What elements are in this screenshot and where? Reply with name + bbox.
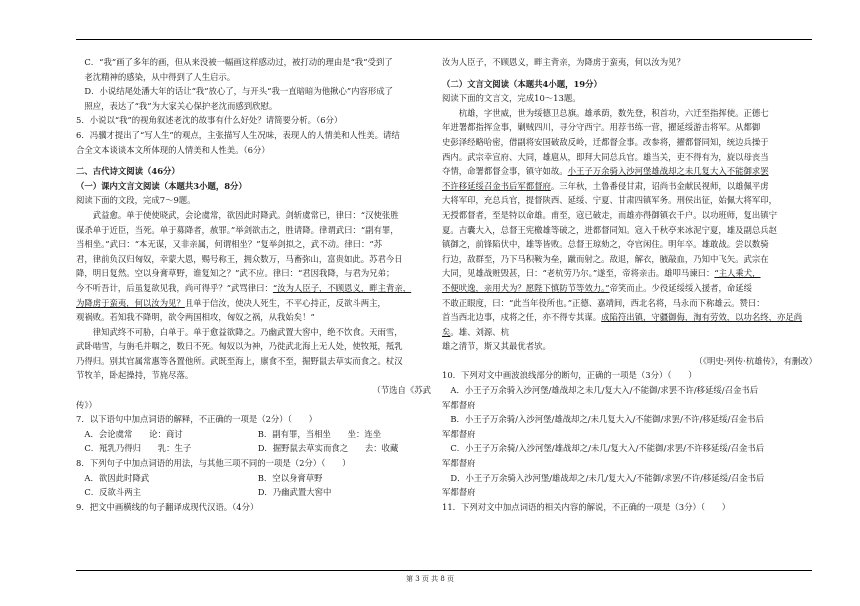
option-b: B．小王子万余骑/入沙河堡/雄战却之/未几复大入/不能御/求罢/不许/移延绥/召金书后 bbox=[450, 414, 764, 425]
passage-line: 西内。武宗幸宣府、大同，雄扈从，即拜大同总兵官。雄当关，吏不得有为，旋以母丧当 bbox=[442, 151, 769, 162]
passage-line: 杭雄，字世威，世为绥德卫总旗。雄承荫，数先登，积首功，六迁至指挥使。正德七 bbox=[458, 107, 769, 118]
passage-line: 雄之清节，斯又其最优者欤。 bbox=[442, 341, 551, 352]
wavy-underlined-text: 不许移延绥召金书后军都督府 bbox=[442, 180, 551, 191]
subsection-2-heading: （二）文言文阅读（本题共4小题，19分） bbox=[442, 78, 602, 89]
underlined-sentence: “汝为人臣子，不顾恩义，畔主背亲， bbox=[272, 282, 412, 293]
option-c: C．小王子万余骑/入沙河堡/雄战却之/未几/复大入/不能御/求罢/不许移延绥/召金书后 bbox=[450, 443, 765, 454]
passage-line: 谋杀单于近臣，当死。单于募降者，赦罪。”举剑欲击之，胜请降。律谓武曰：“副有罪， bbox=[76, 224, 399, 235]
passage-line: 大同，见雄战赃毁甚，曰：“老杭劳乃尔。”遂至，帝将亲击。雄叩马谏曰：“主人乘犬， bbox=[442, 268, 761, 279]
question-7: 7．以下语句中加点词语的解释，不正确的一项是（2分）（ ） bbox=[76, 414, 317, 425]
passage-line: 夏。吉囊大入，总督王宪檄雄等破之，进都督同知。寇入千秋亭来冰泥宁夏，雄及副总兵赵 bbox=[442, 224, 777, 235]
underlined-sentence: 成陷符出镇，守疆御侮，淘有劳效，以功名终，亦足尚矣 bbox=[442, 312, 803, 337]
passage-line: 乃得归。别其官属常惠等各置他所。武既至海上，廪食不至，掘野鼠去草实而食之。杖汉 bbox=[76, 355, 403, 366]
question-8: 8．下列句子中加点词语的用法，与其他三项不同的一项是（2分）（ ） bbox=[76, 458, 351, 469]
underlined-sentence: 不便吠逸，亲用犬为？愿陛下慎防节等效力。” bbox=[442, 282, 610, 293]
passage-line: 年进署都指挥佥事，剿贼四川，寻分守西宁。用荐书练一营，擢延绥游击将军。从都御 bbox=[442, 122, 761, 133]
wavy-underlined-text: 小王子万余骑入沙河堡雄战却之未几复大入不能御求罢 bbox=[567, 166, 769, 177]
right-column bbox=[442, 55, 817, 514]
passage-line: 观祸败。若知我不降明，欲令两国相攻，匈奴之祸，从我始矣！” bbox=[76, 312, 315, 323]
passage-line: 无授都督者，至是特以命雄。甫至，寇已破走，而雄亦得御镇衣千户。以功班师，复出镇宁 bbox=[442, 209, 777, 220]
option-d-cont: 照应，表达了“我”为大家关心保护老沈而感到欣慰。 bbox=[84, 100, 278, 111]
passage-line: 当相坐。”武曰：“本无谋，又非亲属，何谓相坐？”复举剑拟之，武不动。律曰：“苏 bbox=[76, 239, 383, 250]
passage-line: 行边，敌群至，乃下马积鞍为垒，蹴而射之。敌退，解衣，腋敲血，乃知中飞矢。武宗在 bbox=[442, 253, 769, 264]
passage-line: 节牧羊，卧起操持，节旄尽落。 bbox=[76, 370, 194, 381]
passage-line: 不便吠逸，亲用犬为？愿陛下慎防节等效力。”帝笑而止。少役延绥绥入援者，命延绥 bbox=[442, 282, 752, 293]
question-8-options-cd: C．反欲斗两主 D．乃幽武置大窖中 bbox=[84, 487, 332, 498]
question-8-options-ab: A．欲因此时降武 B．空以身膏草野 bbox=[84, 472, 323, 483]
option-c-cont: 军都督府 bbox=[442, 458, 476, 469]
left-column bbox=[76, 55, 431, 514]
question-5: 5．小说以“我”的视角叙述老沈的故事有什么好处？请简要分析。（6分） bbox=[76, 115, 343, 126]
section-2-heading: 二、古代诗文阅读（46分） bbox=[76, 166, 180, 177]
option-d-cont: 军都督府 bbox=[442, 487, 476, 498]
question-7-options-cd: C．羝乳乃得归 乳：生子 D．掘野鼠去草实而食之 去：收藏 bbox=[84, 443, 399, 454]
option-c-line: C．“我”画了多年的画，但从来没被一幅画这样感动过，被打动的理由是“我”受到了 bbox=[84, 57, 393, 67]
option-d: D．小王子万余骑入沙河堡/雄战却之/未几/复大入/不能御/求罢/不许/移延绥/召金书后 bbox=[450, 472, 765, 483]
question-9: 9．把文中画横线的句子翻译成现代汉语。（4分） bbox=[76, 501, 259, 512]
page-number: 第 3 页 共 8 页 bbox=[405, 575, 455, 583]
translation-sentence: 汝为人臣子，不顾恩义，畔主背亲，为降虏于蛮夷，何以汝为见？ bbox=[442, 57, 685, 67]
passage-line: 武卧啮雪，与旃毛并咽之，数日不死。匈奴以为神，乃徙武北海上无人处，使牧羝，羝乳 bbox=[76, 341, 403, 352]
underlined-sentence: “主人乘犬， bbox=[714, 268, 761, 279]
passage-line: 镇御之，前锋陷伏中，雄等皆败。总督王琼劾之，夺官闲住。明年卒。雄敢战。尝以数骑 bbox=[442, 239, 769, 250]
option-d-line: D．小说结尾处潘大年的话让“我”放心了，与开头“我一直暗暗为他揪心”内容形成了 bbox=[84, 86, 393, 97]
underlined-sentence: 为降虏于蛮夷，何以汝为见？ bbox=[76, 297, 185, 308]
subsection-2-instruction: 阅读下面的文言文，完成10～13题。 bbox=[442, 93, 581, 104]
passage-line: 为降虏于蛮夷，何以汝为见？且单于信汝，使决人死生，不平心持正，反欲斗两主， bbox=[76, 297, 386, 308]
source-note: （节选自《苏武 bbox=[372, 385, 431, 396]
passage-line: 今不听吾计，后虽复欲见我，尚可得乎？”武骂律曰：“汝为人臣子，不顾恩义，畔主背亲， bbox=[76, 282, 412, 293]
question-6: 6．冯骥才提出了“写人生”的观点，主张描写人生况味，表现人的人情美和人性美。请结 bbox=[76, 129, 400, 140]
passage-line: 大将军印，充总兵官，提督陕西、延绥、宁夏、甘肃四镇军务。刑侯出征，始佩大将军印， bbox=[442, 195, 777, 206]
passage-line: 降，明日复然。空以身膏草野，谁复知之？”武不应。律曰：“君因我降，与君为兄弟； bbox=[76, 268, 395, 279]
passage-line: 武益愈。单于使使晓武，会论虞常，欲因此时降武。剑斩虞常已，律曰：“汉使张胜 bbox=[92, 209, 399, 220]
passage-line: 律知武终不可胁，白单于。单于愈益欲降之。乃幽武置大窖中，绝不饮食。天雨雪， bbox=[92, 326, 403, 337]
subsection-1-heading: （一）课内文言文阅读（本题共3小题，8分） bbox=[76, 180, 247, 191]
passage-line: 首当西北边事，戍将之任，亦不得专其谋。成陷符出镇，守疆御侮，淘有劳效，以功名终，亦足尚矣。雄、刘源、杭 bbox=[442, 312, 803, 337]
question-6-cont: 合全文本谈谈本文所体现的人情美和人性美。（6分） bbox=[76, 144, 270, 155]
question-10: 10．下列对文中画波浪线部分的断句，正确的一项是（3分）（ ） bbox=[442, 370, 697, 381]
top-rule bbox=[76, 39, 812, 40]
subsection-1-instruction: 阅读下面的文段，完成7～9题。 bbox=[76, 195, 196, 206]
passage-line: 君，律前负汉归匈奴，幸蒙大恩，赐号称王，拥众数万，马畜弥山，富贵如此。苏君今日 bbox=[76, 253, 403, 264]
option-a: A．小王子万余骑入沙河堡/雄战却之未几/复大入/不能御/求罢不许/移延绥/召金书后 bbox=[450, 385, 759, 396]
option-c-cont: 老沈精神的感染，从中得到了人生启示。 bbox=[84, 71, 236, 82]
option-a-cont: 军都督府 bbox=[442, 399, 476, 410]
option-b-cont: 军都督府 bbox=[442, 428, 476, 439]
question-11: 11．下列对文中加点词语的相关内容的解说，不正确的一项是（3分）（ ） bbox=[442, 501, 731, 512]
source-note-cont: 传》） bbox=[76, 399, 97, 410]
passage-line: 不敢正眼度，曰：“此当年役所也。”正德、嘉靖间，西北名将，马永而下称雄云。赞曰： bbox=[442, 297, 765, 308]
source-note: （《明史·列传·杭雄传》，有删改） bbox=[694, 355, 817, 366]
passage-line: 史彭泽经略哈密，借副将安国破敌反岭，迁都督佥事。改参将，擢都督同知，统边兵操于 bbox=[442, 136, 769, 147]
question-7-options-ab: A．会论虞常 论：商讨 B．副有罪，当相坐 坐：连坐 bbox=[84, 428, 382, 439]
passage-line: 不许移延绥召金书后军都督府。三年秋，土鲁番侵甘肃，诏尚书金献民视师，以雄佩平虏 bbox=[442, 180, 769, 191]
passage-line: 夺情，命署都督佥事，镇守如故。小王子万余骑入沙河堡雄战却之未几复大入不能御求罢 bbox=[442, 166, 769, 177]
bottom-rule bbox=[76, 570, 812, 571]
